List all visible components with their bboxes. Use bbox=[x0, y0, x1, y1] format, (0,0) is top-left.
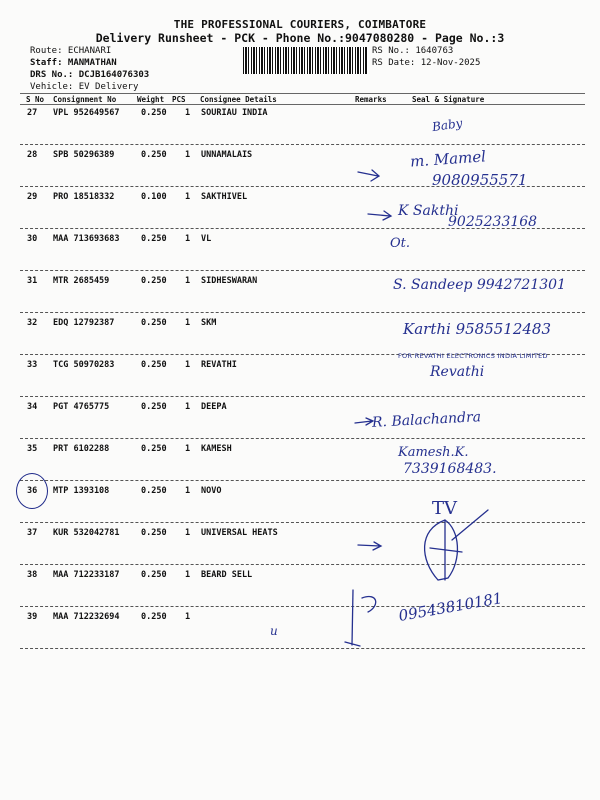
col-remarks: Remarks bbox=[355, 95, 387, 104]
sign-row-32: Karthi 9585512483 bbox=[403, 320, 552, 338]
row-pcs: 1 bbox=[185, 528, 191, 538]
row-sno: 31 bbox=[27, 276, 38, 286]
row-sno: 32 bbox=[27, 318, 38, 328]
row-consignee: KAMESH bbox=[201, 444, 232, 454]
phone-row-35: 7339168483. bbox=[403, 461, 497, 477]
row-sno: 39 bbox=[27, 612, 38, 622]
row-sno: 33 bbox=[27, 360, 38, 370]
row-consignment-no: PRO 18518332 bbox=[53, 192, 115, 202]
row-pcs: 1 bbox=[185, 402, 191, 412]
row-consignee: BEARD SELL bbox=[201, 570, 253, 580]
phone-row-28: 9080955571 bbox=[432, 171, 528, 189]
col-sno: S No bbox=[26, 95, 45, 104]
runsheet-title: Delivery Runsheet - PCK - Phone No.:9047080280 - Page No.:3 bbox=[95, 31, 505, 45]
col-consignee: Consignee Details bbox=[200, 95, 277, 104]
row-pcs: 1 bbox=[185, 444, 191, 454]
row-sno: 28 bbox=[27, 150, 38, 160]
row-sno: 27 bbox=[27, 108, 38, 118]
company-stamp-row-33: FOR REVATHI ELECTRONICS INDIA LIMITED bbox=[398, 352, 548, 360]
sign-row-35: Kamesh.K. bbox=[398, 445, 469, 460]
row-sno: 36 bbox=[27, 486, 38, 496]
row-weight: 0.250 bbox=[141, 570, 167, 580]
mark-row-39: u bbox=[270, 624, 278, 638]
row-consignee: SOURIAU INDIA bbox=[201, 108, 268, 118]
staff: Staff: MANMATHAN bbox=[30, 58, 117, 68]
row-consignment-no: MAA 712232694 bbox=[53, 612, 120, 622]
row-consignee: NOVO bbox=[201, 486, 222, 496]
row-consignee: SKM bbox=[201, 318, 217, 328]
row-weight: 0.250 bbox=[141, 234, 167, 244]
row-consignee: DEEPA bbox=[201, 402, 227, 412]
sign-row-36: TV bbox=[432, 498, 458, 519]
sign-row-30: Ot. bbox=[390, 236, 411, 251]
row-weight: 0.250 bbox=[141, 318, 167, 328]
row-sno: 29 bbox=[27, 192, 38, 202]
row-sno: 34 bbox=[27, 402, 38, 412]
row-consignment-no: PGT 4765775 bbox=[53, 402, 110, 412]
sign-row-28: m. Mamel bbox=[409, 147, 487, 171]
row-pcs: 1 bbox=[185, 318, 191, 328]
row-consignment-no: EDQ 12792387 bbox=[53, 318, 115, 328]
row-pcs: 1 bbox=[185, 150, 191, 160]
company-name: THE PROFESSIONAL COURIERS, COIMBATORE bbox=[173, 18, 427, 31]
row-weight: 0.250 bbox=[141, 486, 167, 496]
sign-row-39-stroke bbox=[345, 590, 376, 646]
row-weight: 0.250 bbox=[141, 528, 167, 538]
row-consignment-no: VPL 952649567 bbox=[53, 108, 120, 118]
row-weight: 0.250 bbox=[141, 276, 167, 286]
row-consignee: SIDHESWARAN bbox=[201, 276, 258, 286]
row-pcs: 1 bbox=[185, 612, 191, 622]
row-consignment-no: MTP 1393108 bbox=[53, 486, 110, 496]
rs-date: RS Date: 12-Nov-2025 bbox=[372, 58, 481, 68]
row-consignment-no: MAA 713693683 bbox=[53, 234, 120, 244]
route: Route: ECHANARI bbox=[30, 46, 112, 56]
row-consignment-no: MTR 2685459 bbox=[53, 276, 110, 286]
phone-row-29: 9025233168 bbox=[448, 214, 538, 230]
row-sno: 35 bbox=[27, 444, 38, 454]
row-sno: 37 bbox=[27, 528, 38, 538]
row-pcs: 1 bbox=[185, 486, 191, 496]
row-pcs: 1 bbox=[185, 276, 191, 286]
row-consignment-no: SPB 50296389 bbox=[53, 150, 115, 160]
row-pcs: 1 bbox=[185, 108, 191, 118]
col-pcs: PCS bbox=[172, 95, 186, 104]
row-sno: 38 bbox=[27, 570, 38, 580]
sign-row-33: Revathi bbox=[430, 364, 485, 380]
row-consignment-no: PRT 6102288 bbox=[53, 444, 110, 454]
row-sno: 30 bbox=[27, 234, 38, 244]
vehicle: Vehicle: EV Delivery bbox=[30, 82, 139, 92]
row-consignment-no: MAA 712233187 bbox=[53, 570, 120, 580]
row-weight: 0.250 bbox=[141, 402, 167, 412]
row-pcs: 1 bbox=[185, 360, 191, 370]
row-weight: 0.250 bbox=[141, 612, 167, 622]
row-pcs: 1 bbox=[185, 234, 191, 244]
arrow-row-28 bbox=[358, 170, 379, 181]
row-weight: 0.250 bbox=[141, 150, 167, 160]
row-consignee: UNIVERSAL HEATS bbox=[201, 528, 278, 538]
arrow-row-37 bbox=[358, 542, 381, 550]
row-pcs: 1 bbox=[185, 570, 191, 580]
col-consignment: Consignment No bbox=[53, 95, 117, 104]
seal-row-37-marks bbox=[430, 510, 488, 580]
arrow-row-29 bbox=[368, 211, 391, 220]
sign-row-27: Baby bbox=[431, 115, 464, 135]
row-consignee: VL bbox=[201, 234, 212, 244]
sign-row-31: S. Sandeep 9942721301 bbox=[393, 277, 566, 293]
row-consignment-no: TCG 50970283 bbox=[53, 360, 115, 370]
phone-row-39: 09543810181 bbox=[397, 589, 504, 625]
row-consignment-no: KUR 532042781 bbox=[53, 528, 120, 538]
row-weight: 0.250 bbox=[141, 108, 167, 118]
row-pcs: 1 bbox=[185, 192, 191, 202]
col-weight: Weight bbox=[137, 95, 165, 104]
row-consignee: REVATHI bbox=[201, 360, 237, 370]
row-consignee: SAKTHIVEL bbox=[201, 192, 248, 202]
row-weight: 0.250 bbox=[141, 444, 167, 454]
sign-row-34: R. Balachandra bbox=[371, 409, 482, 431]
sign-row-29: K Sakthi bbox=[398, 203, 459, 219]
drs-number: DRS No.: DCJB164076303 bbox=[30, 70, 150, 80]
row-weight: 0.100 bbox=[141, 192, 167, 202]
row-consignee: UNNAMALAIS bbox=[201, 150, 253, 160]
arrow-row-34 bbox=[355, 418, 373, 425]
rs-number: RS No.: 1640763 bbox=[372, 46, 454, 56]
col-seal: Seal & Signature bbox=[412, 95, 485, 104]
row-weight: 0.250 bbox=[141, 360, 167, 370]
